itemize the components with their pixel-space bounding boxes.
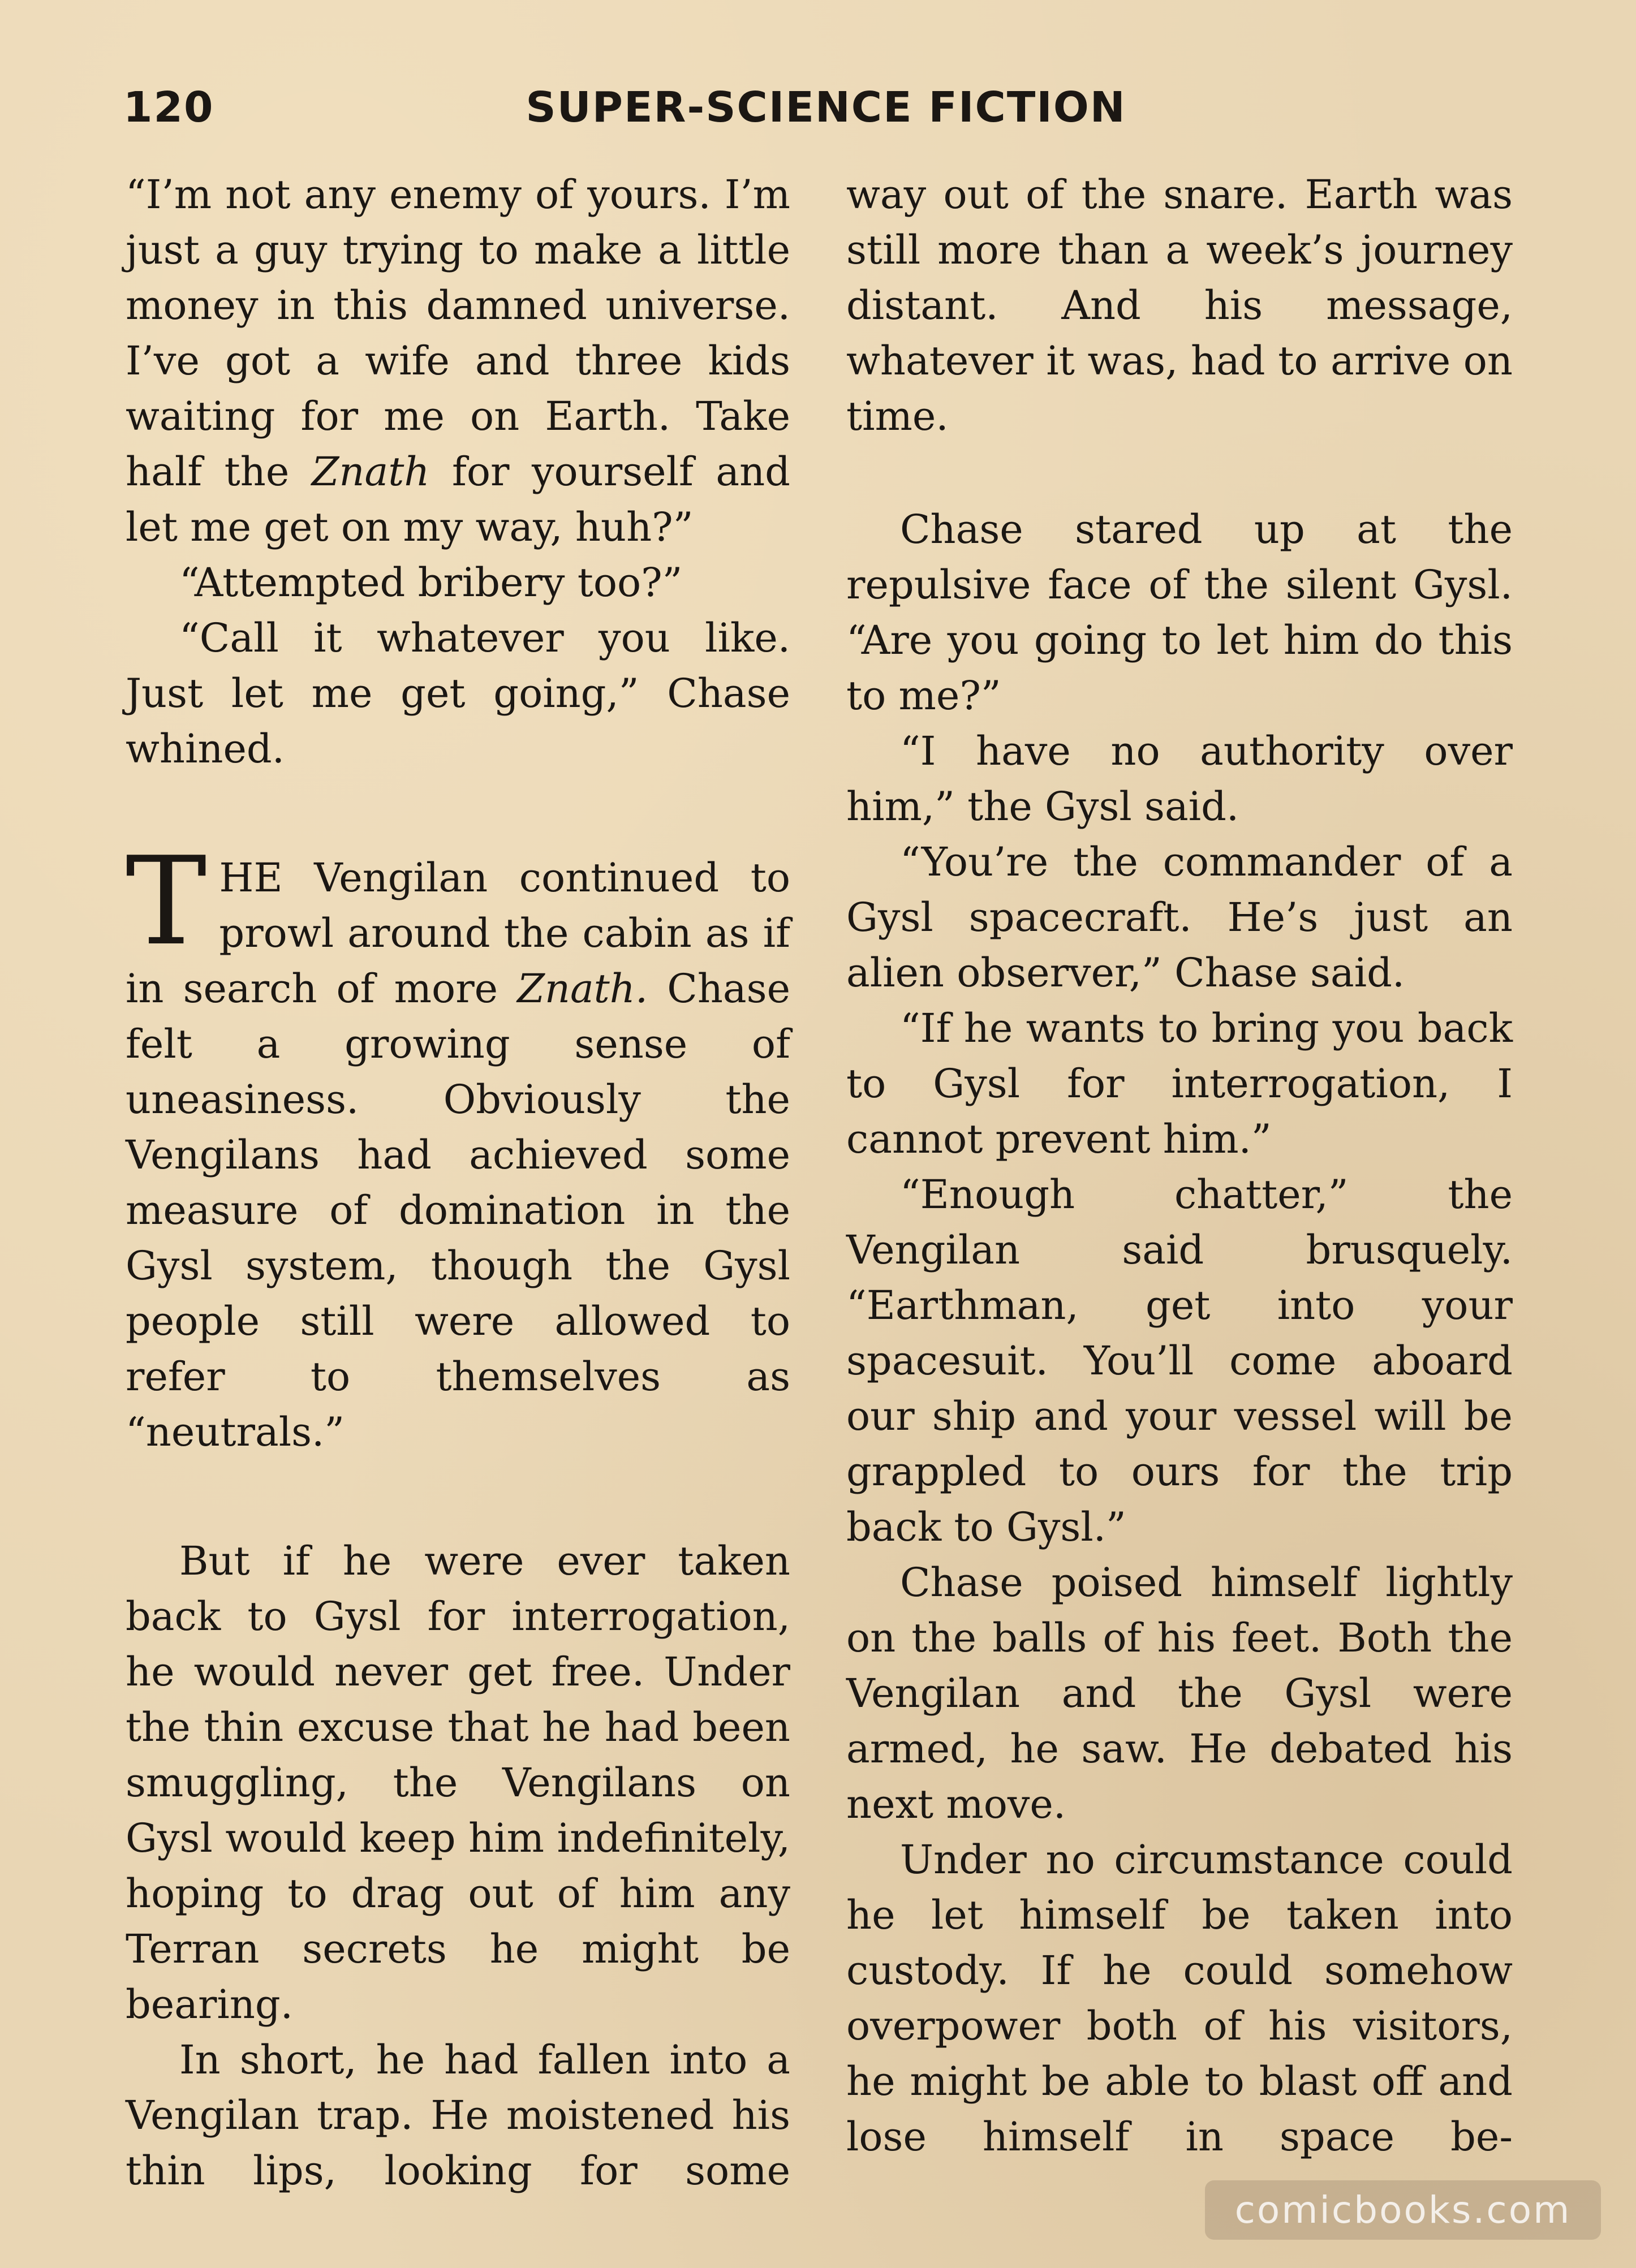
paragraph: But if he were ever taken back to Gysl for interrogation, he would never get free. Under the thin excuse that he had been smuggling, the Vengilans on Gysl would keep him indefinitely, hoping to drag out of him any Terran secrets he might be bearing.	[126, 1538, 790, 2028]
italic-title: Znath	[311, 449, 430, 495]
paragraph: “Enough chatter,” the Vengilan said brusquely. “Earthman, get into your spacesuit. You’ll come aboard our ship and your vessel will be grappled to ours for the trip back to Gysl.”	[846, 1171, 1513, 1550]
right-column	[846, 167, 1513, 2164]
paragraph: Chase poised himself lightly on the balls of his feet. Both the Vengilan and the Gysl were armed, he saw. He debated his next move.	[846, 1559, 1513, 1827]
paragraph: Chase stared up at the repulsive face of the silent Gysl. “Are you going to let him do this to me?”	[846, 506, 1513, 719]
drop-cap: T	[126, 830, 207, 972]
paragraph	[126, 167, 790, 555]
page-header	[0, 74, 1636, 141]
paragraph: Under no circumstance could he let himself be taken into custody. If he could somehow overpower both of his visitors, he might be able to blast off and lose himself in space be-	[846, 1836, 1513, 2160]
paragraph-with-dropcap	[126, 830, 790, 1460]
paragraph-text: Chase felt a growing sense of uneasiness. Obviously the Vengilans had achieved some measure of domination in the Gysl system, though the Gysl people still were allowed to refer to themselves as “neutrals.”	[126, 965, 790, 1455]
paragraph: way out of the snare. Earth was still more than a week’s journey distant. And his message, whatever it was, had to arrive on time.	[846, 171, 1513, 439]
watermark: comicbooks.com	[1205, 2180, 1601, 2240]
paragraph: “I have no authority over him,” the Gysl said.	[846, 728, 1513, 830]
paragraph: “Attempted bribery too?”	[179, 559, 683, 606]
paragraph: “If he wants to bring you back to Gysl for interrogation, I cannot prevent him.”	[846, 1005, 1513, 1162]
paragraph: “You’re the commander of a Gysl spacecraft. He’s just an alien observer,” Chase said.	[846, 839, 1513, 996]
running-title: SUPER-SCIENCE FICTION	[526, 83, 1126, 132]
left-column	[126, 167, 790, 2198]
page-number: 120	[123, 83, 214, 132]
paragraph-text: for yourself and let me get on my way, huh?”	[126, 449, 790, 550]
paragraph: “Call it whatever you like. Just let me get going,” Chase whined.	[126, 615, 790, 772]
paragraph: In short, he had fallen into a Vengilan trap. He moistened his thin lips, looking for some	[126, 2037, 790, 2194]
paragraph-text: HE Vengilan continued to prowl around the cabin as if in search of more	[126, 855, 790, 1012]
paragraph-text: “I’m not any enemy of yours. I’m just a guy trying to make a little money in this damned universe. I’ve got a wife and three kids waiting for me on Earth. Take half the	[126, 171, 790, 495]
italic-title: Znath.	[517, 965, 648, 1012]
